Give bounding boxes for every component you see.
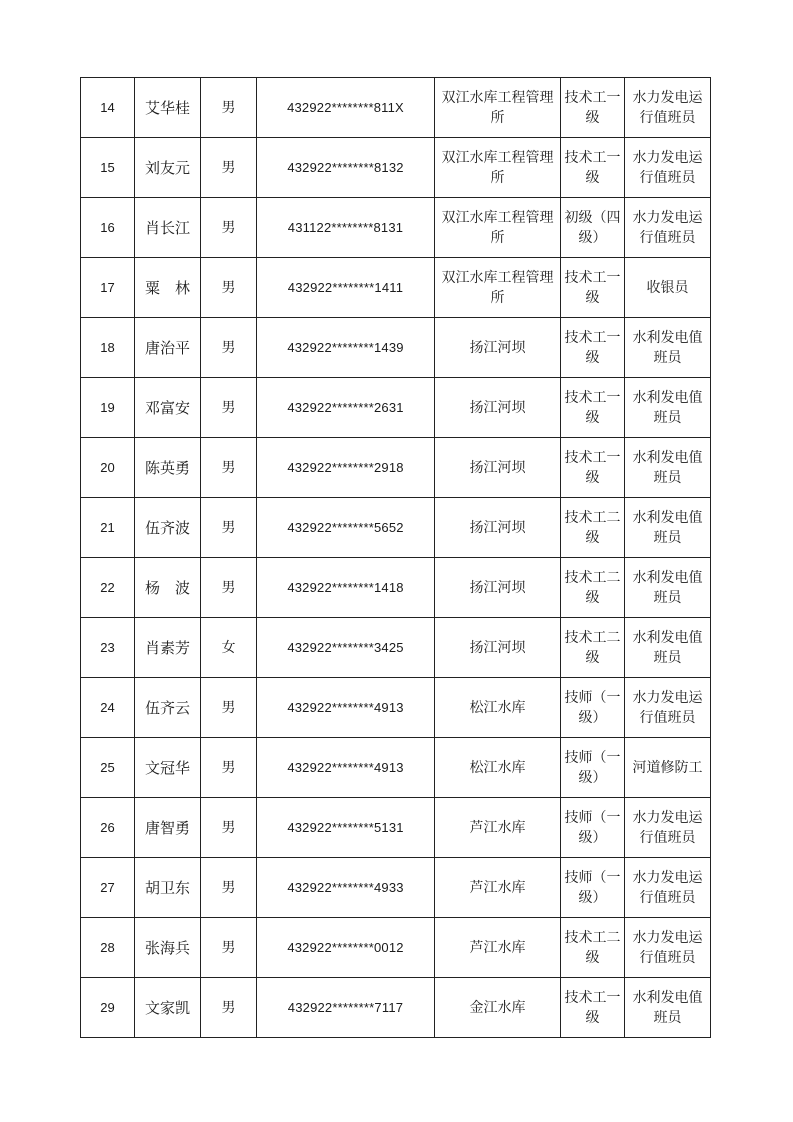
skill-level-cell: 技术工一级 (561, 978, 625, 1038)
row-number-cell: 19 (81, 378, 135, 438)
name-cell: 伍齐波 (135, 498, 201, 558)
occupation-cell: 河道修防工 (625, 738, 711, 798)
id-number-cell: 431122********8131 (257, 198, 435, 258)
work-unit-cell: 扬江河坝 (435, 378, 561, 438)
table-row (81, 558, 711, 618)
skill-level-cell: 技术工一级 (561, 138, 625, 198)
name-cell: 伍齐云 (135, 678, 201, 738)
name-cell: 杨 波 (135, 558, 201, 618)
occupation-cell: 水利发电值班员 (625, 618, 711, 678)
work-unit-cell: 扬江河坝 (435, 318, 561, 378)
id-number-cell: 432922********811X (257, 78, 435, 138)
name-cell: 文冠华 (135, 738, 201, 798)
occupation-cell: 水力发电运行值班员 (625, 678, 711, 738)
row-number-cell: 16 (81, 198, 135, 258)
work-unit-cell: 双江水库工程管理所 (435, 198, 561, 258)
gender-cell: 男 (201, 318, 257, 378)
table-row (81, 138, 711, 198)
skill-level-cell: 技术工一级 (561, 318, 625, 378)
work-unit-cell: 双江水库工程管理所 (435, 78, 561, 138)
name-cell: 陈英勇 (135, 438, 201, 498)
table-row (81, 678, 711, 738)
occupation-cell: 收银员 (625, 258, 711, 318)
skill-level-cell: 技术工二级 (561, 918, 625, 978)
id-number-cell: 432922********4933 (257, 858, 435, 918)
work-unit-cell: 松江水库 (435, 738, 561, 798)
skill-level-cell: 初级（四级） (561, 198, 625, 258)
gender-cell: 男 (201, 678, 257, 738)
id-number-cell: 432922********1418 (257, 558, 435, 618)
occupation-cell: 水力发电运行值班员 (625, 138, 711, 198)
work-unit-cell: 芦江水库 (435, 918, 561, 978)
table-row (81, 978, 711, 1038)
gender-cell: 男 (201, 378, 257, 438)
work-unit-cell: 松江水库 (435, 678, 561, 738)
row-number-cell: 20 (81, 438, 135, 498)
work-unit-cell: 金江水库 (435, 978, 561, 1038)
skill-level-cell: 技术工一级 (561, 378, 625, 438)
row-number-cell: 18 (81, 318, 135, 378)
gender-cell: 男 (201, 78, 257, 138)
skill-level-cell: 技术工一级 (561, 258, 625, 318)
work-unit-cell: 芦江水库 (435, 798, 561, 858)
table-row (81, 618, 711, 678)
skill-level-cell: 技术工二级 (561, 618, 625, 678)
occupation-cell: 水利发电值班员 (625, 438, 711, 498)
table-row (81, 198, 711, 258)
table-row (81, 498, 711, 558)
row-number-cell: 21 (81, 498, 135, 558)
gender-cell: 男 (201, 858, 257, 918)
occupation-cell: 水利发电值班员 (625, 978, 711, 1038)
work-unit-cell: 扬江河坝 (435, 438, 561, 498)
skill-level-cell: 技师（一级） (561, 738, 625, 798)
work-unit-cell: 扬江河坝 (435, 498, 561, 558)
id-number-cell: 432922********5131 (257, 798, 435, 858)
row-number-cell: 24 (81, 678, 135, 738)
id-number-cell: 432922********2631 (257, 378, 435, 438)
table-row (81, 738, 711, 798)
name-cell: 刘友元 (135, 138, 201, 198)
table-row (81, 858, 711, 918)
id-number-cell: 432922********4913 (257, 678, 435, 738)
occupation-cell: 水力发电运行值班员 (625, 918, 711, 978)
skill-level-cell: 技师（一级） (561, 858, 625, 918)
row-number-cell: 25 (81, 738, 135, 798)
gender-cell: 男 (201, 558, 257, 618)
row-number-cell: 27 (81, 858, 135, 918)
table-row (81, 258, 711, 318)
skill-level-cell: 技师（一级） (561, 678, 625, 738)
id-number-cell: 432922********5652 (257, 498, 435, 558)
work-unit-cell: 扬江河坝 (435, 618, 561, 678)
table-body (81, 78, 711, 1038)
gender-cell: 男 (201, 498, 257, 558)
name-cell: 胡卫东 (135, 858, 201, 918)
id-number-cell: 432922********7117 (257, 978, 435, 1038)
id-number-cell: 432922********2918 (257, 438, 435, 498)
row-number-cell: 17 (81, 258, 135, 318)
row-number-cell: 29 (81, 978, 135, 1038)
occupation-cell: 水力发电运行值班员 (625, 198, 711, 258)
occupation-cell: 水利发电值班员 (625, 378, 711, 438)
row-number-cell: 28 (81, 918, 135, 978)
skill-level-cell: 技术工一级 (561, 438, 625, 498)
gender-cell: 男 (201, 258, 257, 318)
skill-level-cell: 技术工二级 (561, 498, 625, 558)
name-cell: 唐智勇 (135, 798, 201, 858)
occupation-cell: 水利发电值班员 (625, 318, 711, 378)
skill-level-cell: 技术工二级 (561, 558, 625, 618)
row-number-cell: 22 (81, 558, 135, 618)
skill-level-cell: 技术工一级 (561, 78, 625, 138)
table-row (81, 378, 711, 438)
name-cell: 肖长江 (135, 198, 201, 258)
table-row (81, 918, 711, 978)
work-unit-cell: 双江水库工程管理所 (435, 258, 561, 318)
occupation-cell: 水力发电运行值班员 (625, 78, 711, 138)
gender-cell: 女 (201, 618, 257, 678)
row-number-cell: 23 (81, 618, 135, 678)
name-cell: 肖素芳 (135, 618, 201, 678)
work-unit-cell: 芦江水库 (435, 858, 561, 918)
name-cell: 粟 林 (135, 258, 201, 318)
name-cell: 艾华桂 (135, 78, 201, 138)
table-row (81, 78, 711, 138)
name-cell: 张海兵 (135, 918, 201, 978)
row-number-cell: 15 (81, 138, 135, 198)
id-number-cell: 432922********0012 (257, 918, 435, 978)
table-row (81, 798, 711, 858)
skill-level-cell: 技师（一级） (561, 798, 625, 858)
staff-table (80, 77, 711, 1038)
id-number-cell: 432922********3425 (257, 618, 435, 678)
occupation-cell: 水力发电运行值班员 (625, 858, 711, 918)
gender-cell: 男 (201, 438, 257, 498)
table-row (81, 318, 711, 378)
gender-cell: 男 (201, 198, 257, 258)
table-row (81, 438, 711, 498)
id-number-cell: 432922********4913 (257, 738, 435, 798)
name-cell: 邓富安 (135, 378, 201, 438)
gender-cell: 男 (201, 738, 257, 798)
gender-cell: 男 (201, 798, 257, 858)
id-number-cell: 432922********1411 (257, 258, 435, 318)
work-unit-cell: 双江水库工程管理所 (435, 138, 561, 198)
occupation-cell: 水利发电值班员 (625, 558, 711, 618)
name-cell: 唐治平 (135, 318, 201, 378)
name-cell: 文家凯 (135, 978, 201, 1038)
row-number-cell: 26 (81, 798, 135, 858)
gender-cell: 男 (201, 138, 257, 198)
id-number-cell: 432922********8132 (257, 138, 435, 198)
gender-cell: 男 (201, 918, 257, 978)
gender-cell: 男 (201, 978, 257, 1038)
row-number-cell: 14 (81, 78, 135, 138)
occupation-cell: 水力发电运行值班员 (625, 798, 711, 858)
occupation-cell: 水利发电值班员 (625, 498, 711, 558)
work-unit-cell: 扬江河坝 (435, 558, 561, 618)
id-number-cell: 432922********1439 (257, 318, 435, 378)
